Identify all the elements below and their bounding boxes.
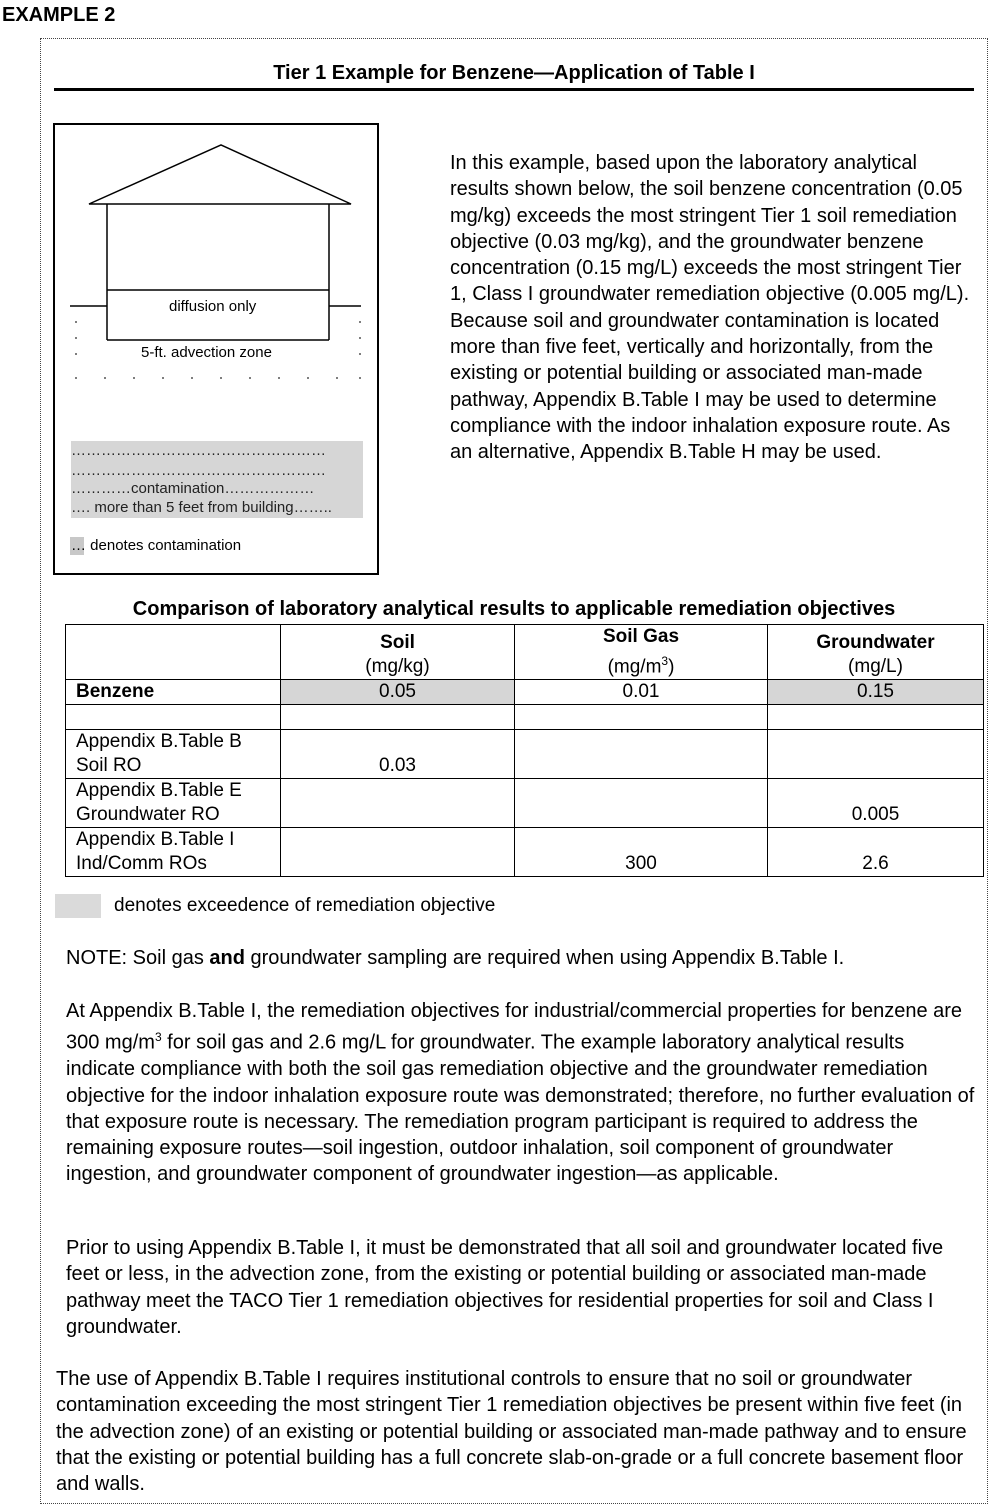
exceedance-swatch [55,894,101,918]
header-soil-gas-unit: (mg/m [607,656,662,678]
building-diagram [53,123,379,575]
table-header-row [66,625,984,680]
row-groundwater-value [768,730,984,779]
row-groundwater-value: 2.6 [768,828,984,877]
row-soil-value: 0.03 [281,730,515,779]
exceedance-legend: denotes exceedence of remediation objective [114,895,496,916]
benzene-soil: 0.05 [281,680,515,705]
header-soil-gas-name: Soil Gas [602,626,680,647]
comparison-table [65,624,984,877]
header-empty-cell [66,625,281,680]
page-title: Tier 1 Example for Benzene—Application of Table I [273,62,755,84]
header-soil-gas [515,625,768,680]
row-soil-gas-value [515,779,768,828]
contamination-band-4: …. more than 5 feet from building…….. [71,498,363,518]
roof-shape [89,145,351,204]
explanation-text: In this example, based upon the laboratory analytical results shown below, the soil benzene concentration (0.05 mg/kg) exceeds the most stringent Tier 1 soil remediation objective (0.03 mg/kg), and the groundwater benzene concentration (0.15 mg/L) exceeds the most stringent Tier 1, Class I groundwater remediation objective (0.005 mg/L). Because soil and groundwater contamination is located more than five feet, vertically and horizontally, from the existing or potential building or associated man-made pathway, Appendix B.Table I may be used to determine compliance with the indoor inhalation exposure route. As an alternative, Appendix B.Table H may be used. [450,152,970,464]
header-soil-unit: (mg/kg) [365,656,430,678]
diffusion-label: diffusion only [169,298,257,315]
table-row [66,828,984,877]
benzene-groundwater: 0.15 [768,680,984,705]
row-label: Appendix B.Table E Groundwater RO [66,779,281,828]
header-soil [281,625,515,680]
benzene-soil-gas: 0.01 [515,680,768,705]
header-groundwater-unit: (mg/L) [848,656,903,678]
row-groundwater-value: 0.005 [768,779,984,828]
advection-label: 5-ft. advection zone [141,344,272,361]
row-soil-gas-value [515,730,768,779]
note-text: NOTE: Soil gas and groundwater sampling are required when using Appendix B.Table I. [66,947,845,969]
title-rule [54,88,974,91]
example-label: EXAMPLE 2 [2,4,116,26]
row-label: Appendix B.Table I Ind/Comm ROs [66,828,281,877]
table-title: Comparison of laboratory analytical results to applicable remediation objectives [132,598,896,620]
row-soil-value [281,828,515,877]
benzene-label: Benzene [66,680,281,705]
header-groundwater [768,625,984,680]
spacer-row [66,705,984,730]
contamination-legend: … denotes contamination [71,537,242,554]
contamination-band-1: …………………………………………… [71,441,363,461]
table-row [66,730,984,779]
contamination-band-2: …………………………………………… [71,461,363,481]
appendix-paragraph: At Appendix B.Table I, the remediation objectives for industrial/commercial properties for benzene are 300 $mg/m^3$ for soil gas and 2.6 mg/L for groundwater. The example laboratory analytical results indicate compliance with both the soil gas remediation objective and the groundwater remediation objective for the indoor inhalation exposure route was demonstrated; therefore, no further evaluation of that exposure route is necessary. The remediation program participant is required to address the remaining exposure routes—soil ingestion, outdoor inhalation, soil component of groundwater ingestion, and groundwater component of groundwater ingestion—as applicable. [66,1000,975,1186]
benzene-row [66,680,984,705]
row-soil-gas-value: 300 [515,828,768,877]
row-soil-value [281,779,515,828]
contamination-band-3: …………contamination……………… [71,479,363,499]
institutional-controls-paragraph: The use of Appendix B.Table I requires institutional controls to ensure that no soil or groundwater contamination exceeding the most stringent Tier 1 remediation objectives be present within five feet (in the advection zone) of an existing or potential building or associated man-made pathway and to ensure that the existing or potential building has a full concrete slab-on-grade or a full concrete basement floor and walls. [56,1368,967,1496]
header-soil-gas-unit-end: ) [668,656,675,678]
table-row [66,779,984,828]
row-label: Appendix B.Table B Soil RO [66,730,281,779]
header-soil-name: Soil [380,632,415,654]
header-groundwater-name: Groundwater [816,632,935,654]
header-soil-gas-sup: 3 [661,654,669,668]
prior-use-paragraph: Prior to using Appendix B.Table I, it must be demonstrated that all soil and groundwater located five feet or less, in the advection zone, from the existing or potential building or associated man-made pathway meet the TACO Tier 1 remediation objectives for residential properties for soil and Class I groundwater. [66,1237,944,1338]
